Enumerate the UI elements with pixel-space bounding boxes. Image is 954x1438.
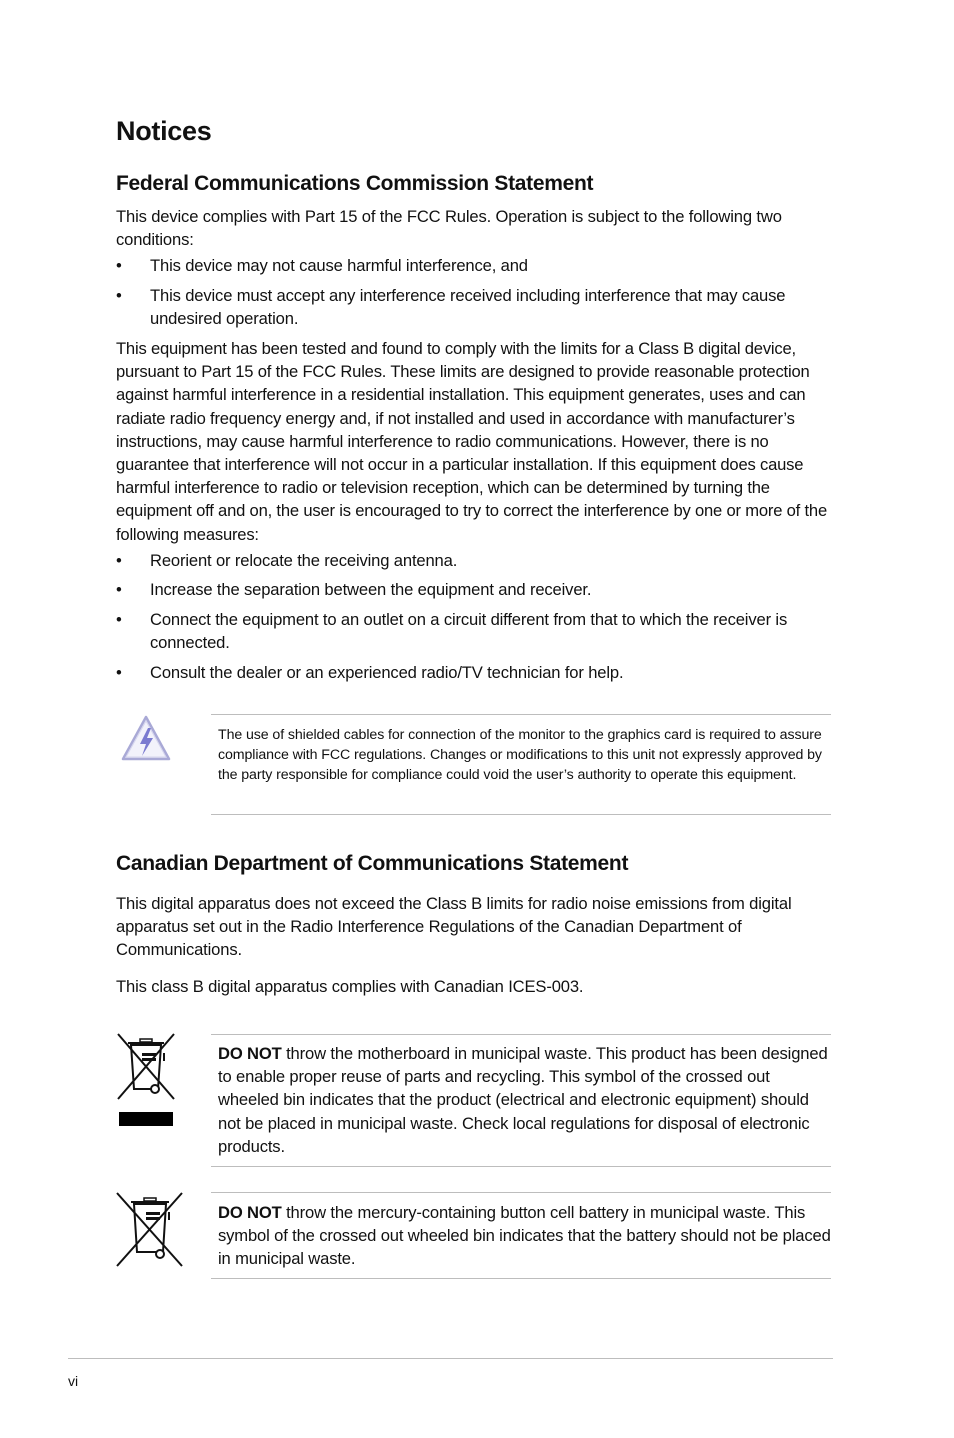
do-not-label: DO NOT: [218, 1203, 282, 1222]
battery-disposal-text: [218, 1201, 832, 1271]
fcc-body: This equipment has been tested and found to comply with the limits for a Class B digital device, pursuant to Part 15 of the FCC Rules. These limits are designed to provide reasonable protection against harmful interference in a residential installation. This equipment generates, uses and can radiate radio frequency energy and, if not installed and used in accordance with manufacturer’s instructions, may cause harmful interference to radio communications. However, there is no guarantee that interference will not occur in a particular installation. If this equipment does cause harmful interference to radio or television reception, which can be determined by turning the equipment off and on, the user is encouraged to try to correct the interference by one or more of the following measures:: [116, 339, 827, 544]
note-bottom-divider: [211, 1166, 831, 1167]
crossed-wheeled-bin-icon: [114, 1033, 178, 1129]
note-bottom-divider: [211, 814, 831, 815]
fcc-measure-1: Reorient or relocate the receiving antenna.: [150, 551, 458, 570]
bullet-marker: •: [116, 286, 122, 305]
battery-disposal-body: throw the mercury-containing button cell battery in municipal waste. This symbol of the crossed out wheeled bin indicates that the battery should not be placed in municipal waste.: [218, 1203, 831, 1269]
note-top-divider: [211, 1034, 831, 1035]
fcc-condition-1: This device may not cause harmful interference, and: [150, 256, 528, 275]
fcc-heading: Federal Communications Commission Statement: [116, 172, 594, 195]
note-bottom-divider: [211, 1278, 831, 1279]
fcc-measure-2: Increase the separation between the equipment and receiver.: [150, 580, 592, 599]
fcc-measure-3: Connect the equipment to an outlet on a circuit different from that to which the receiver is connected.: [150, 610, 788, 653]
canadian-heading: Canadian Department of Communications Statement: [116, 852, 629, 875]
bullet-marker: •: [116, 580, 122, 599]
bullet-marker: •: [116, 663, 122, 682]
fcc-measure-4: Consult the dealer or an experienced radio/TV technician for help.: [150, 663, 624, 682]
page-title: Notices: [116, 116, 212, 146]
fcc-note-text: The use of shielded cables for connection of the monitor to the graphics card is required to assure compliance with FCC regulations. Changes or modifications to this unit not expressly approved by the party responsible for compliance could void the user’s authority to operate this equipment.: [218, 727, 822, 784]
canadian-para-1: This digital apparatus does not exceed the Class B limits for radio noise emissions from digital apparatus set out in the Radio Interference Regulations of the Canadian Department of Communications.: [116, 894, 792, 960]
fcc-intro: This device complies with Part 15 of the FCC Rules. Operation is subject to the following two conditions:: [116, 207, 782, 250]
note-top-divider: [211, 1192, 831, 1193]
note-top-divider: [211, 714, 831, 715]
bullet-marker: •: [116, 551, 122, 570]
bullet-marker: •: [116, 610, 122, 629]
page-number: vi: [68, 1373, 79, 1389]
footer-divider: [68, 1358, 833, 1359]
do-not-label: DO NOT: [218, 1044, 282, 1063]
crossed-wheeled-bin-icon: [114, 1192, 186, 1268]
canadian-para-2: This class B digital apparatus complies with Canadian ICES-003.: [116, 977, 584, 996]
motherboard-disposal-body: throw the motherboard in municipal waste. This product has been designed to enable proper reuse of parts and recycling. This symbol of the crossed out wheeled bin indicates that the product (electrical and electronic equipment) should not be placed in municipal waste. Check local regulations for disposal of electronic products.: [218, 1044, 828, 1156]
bullet-marker: •: [116, 256, 122, 275]
caution-lightning-icon: [120, 714, 172, 762]
motherboard-disposal-text: [218, 1042, 832, 1158]
fcc-condition-2: This device must accept any interference received including interference that may cause undesired operation.: [150, 286, 786, 329]
